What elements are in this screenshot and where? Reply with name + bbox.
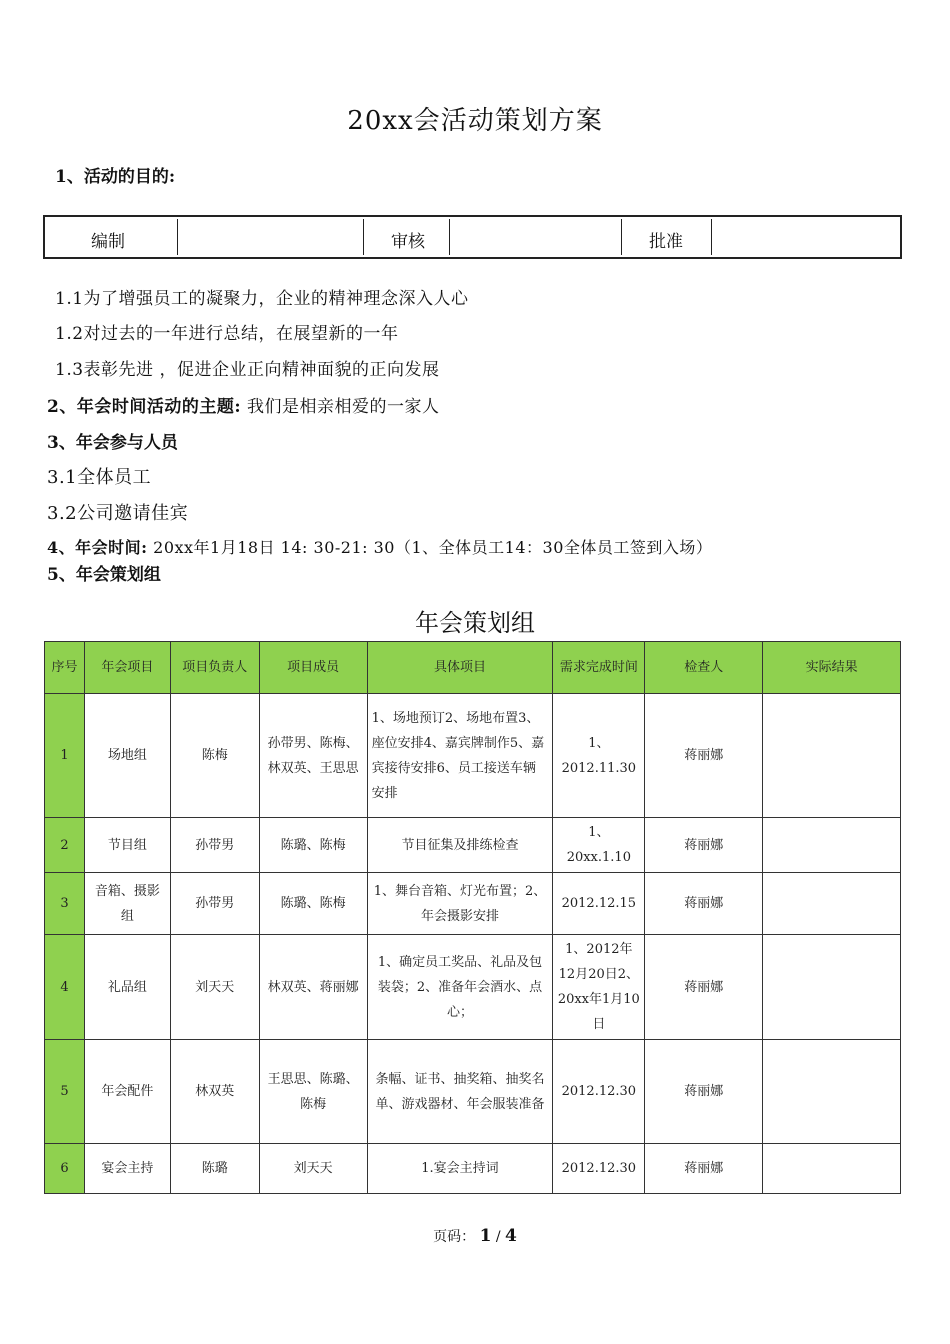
cell-leader: 陈梅 [170,694,259,818]
cell-index: 5 [45,1040,85,1144]
time-value: 20xx年1月18日 14: 30-21: 30（1、全体员工14：30全体员工签到入场） [153,538,713,557]
cell-result [763,818,901,873]
column-header: 项目成员 [259,642,367,694]
theme-value: 我们是相亲相爱的一家人 [247,397,440,417]
cell-deadline: 2012.12.30 [553,1144,645,1194]
cell-members: 刘天天 [259,1144,367,1194]
cell-leader: 刘天天 [170,935,259,1040]
cell-deadline: 1、2012年12月20日2、20xx年1月10日 [553,935,645,1040]
participants-heading: 3、年会参与人员 [47,433,178,453]
page-number-label: 页码： [433,1229,476,1245]
page-footer [0,1226,950,1246]
cell-index: 3 [45,873,85,935]
page-separator: / [495,1229,501,1245]
cell-result [763,873,901,935]
cell-leader: 孙带男 [170,818,259,873]
table-row [45,694,901,818]
review-label: 审核 [391,232,425,252]
theme-label: 2、年会时间活动的主题: [47,397,242,417]
group-table-title: 年会策划组 [415,609,535,637]
compile-value-cell [179,219,364,255]
cell-project: 礼品组 [84,935,170,1040]
planning-heading: 5、年会策划组 [47,565,161,585]
purpose-item: 1.2对过去的一年进行总结，在展望新的一年 [55,324,399,344]
cell-checker: 蒋丽娜 [645,818,763,873]
compile-label: 编制 [91,232,125,252]
table-header-row [45,642,901,694]
table-row [45,1040,901,1144]
column-header: 序号 [45,642,85,694]
cell-tasks: 1、舞台音箱、灯光布置；2、年会摄影安排 [367,873,553,935]
participant-item: 3.1全体员工 [47,467,152,488]
purpose-item: 1.3表彰先进 ，促进企业正向精神面貌的正向发展 [55,360,440,380]
cell-deadline: 2012.12.15 [553,873,645,935]
cell-checker: 蒋丽娜 [645,935,763,1040]
cell-checker: 蒋丽娜 [645,1040,763,1144]
approval-table [43,215,902,259]
cell-tasks: 1、确定员工奖品、礼品及包装袋；2、准备年会酒水、点心； [367,935,553,1040]
table-row [45,818,901,873]
current-page-number: 1 [479,1226,492,1246]
cell-tasks: 节目征集及排练检查 [367,818,553,873]
cell-leader: 孙带男 [170,873,259,935]
cell-checker: 蒋丽娜 [645,694,763,818]
cell-deadline: 2012.12.30 [553,1040,645,1144]
cell-project: 年会配件 [84,1040,170,1144]
cell-result [763,1144,901,1194]
column-header: 项目负责人 [170,642,259,694]
cell-tasks: 1、场地预订2、场地布置3、座位安排4、嘉宾牌制作5、嘉宾接待安排6、员工接送车辆安排 [367,694,553,818]
cell-deadline: 1、20xx.1.10 [553,818,645,873]
approve-label-cell [623,219,712,255]
compile-label-cell [45,219,178,255]
table-row [45,1144,901,1194]
table-row [45,935,901,1040]
cell-project: 节目组 [84,818,170,873]
column-header: 实际结果 [763,642,901,694]
time-label: 4、年会时间: [47,538,148,557]
cell-leader: 林双英 [170,1040,259,1144]
cell-index: 6 [45,1144,85,1194]
cell-project: 宴会主持 [84,1144,170,1194]
cell-members: 孙带男、陈梅、林双英、王思思 [259,694,367,818]
approve-value-cell [713,219,900,255]
column-header: 需求完成时间 [553,642,645,694]
cell-members: 王思思、陈璐、陈梅 [259,1040,367,1144]
cell-project: 场地组 [84,694,170,818]
cell-members: 陈璐、陈梅 [259,818,367,873]
column-header: 检查人 [645,642,763,694]
column-header: 年会项目 [84,642,170,694]
theme-line [47,392,440,417]
cell-result [763,1040,901,1144]
cell-checker: 蒋丽娜 [645,1144,763,1194]
cell-deadline: 1、2012.11.30 [553,694,645,818]
cell-result [763,694,901,818]
total-page-number: 4 [505,1226,517,1246]
column-header: 具体项目 [367,642,553,694]
cell-index: 2 [45,818,85,873]
planning-table [44,641,901,1194]
cell-project: 音箱、摄影组 [84,873,170,935]
table-row [45,873,901,935]
page-title: 20xx会活动策划方案 [347,106,603,136]
cell-members: 林双英、蒋丽娜 [259,935,367,1040]
purpose-item: 1.1为了增强员工的凝聚力，企业的精神理念深入人心 [55,289,469,309]
cell-tasks: 1.宴会主持词 [367,1144,553,1194]
participant-item: 3.2公司邀请佳宾 [47,503,189,524]
cell-tasks: 条幅、证书、抽奖箱、抽奖名单、游戏器材、年会服装准备 [367,1040,553,1144]
cell-checker: 蒋丽娜 [645,873,763,935]
section-purpose-heading: 1、活动的目的: [55,167,176,187]
cell-members: 陈璐、陈梅 [259,873,367,935]
cell-index: 1 [45,694,85,818]
time-line [47,535,712,558]
review-label-cell [365,219,450,255]
cell-leader: 陈璐 [170,1144,259,1194]
cell-index: 4 [45,935,85,1040]
review-value-cell [451,219,622,255]
cell-result [763,935,901,1040]
approve-label: 批准 [649,232,683,252]
